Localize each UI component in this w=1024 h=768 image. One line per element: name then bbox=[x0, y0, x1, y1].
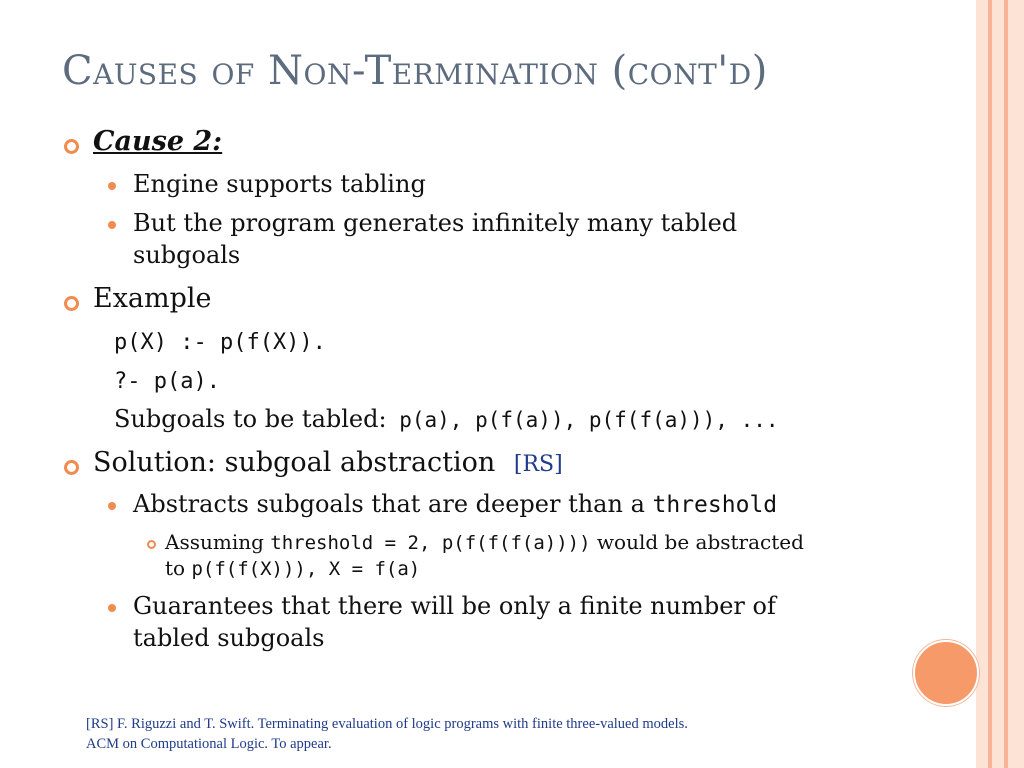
level2-bullet-icon bbox=[108, 502, 116, 510]
example-heading: Example bbox=[93, 283, 212, 314]
abstracts-keyword: threshold bbox=[652, 492, 778, 518]
subgoals-value: p(a), p(f(a)), p(f(f(a))), ... bbox=[386, 408, 779, 432]
level2-bullet-icon bbox=[108, 221, 116, 229]
level2-bullet-icon bbox=[108, 182, 116, 190]
assuming-word: Assuming bbox=[165, 530, 271, 554]
assuming-middle: would be abstracted bbox=[590, 530, 804, 554]
cause-heading: Cause 2: bbox=[93, 126, 223, 157]
decorative-circle bbox=[913, 640, 979, 706]
cause-bullet: Engine supports tabling bbox=[133, 170, 426, 198]
assuming-line-2 bbox=[165, 556, 420, 580]
cause-bullet: But the program generates infinitely many tabled bbox=[133, 209, 738, 237]
subgoals-label: Subgoals to be tabled: bbox=[114, 405, 387, 433]
decorative-stripes bbox=[976, 0, 1024, 768]
subgoals-line bbox=[114, 405, 779, 433]
footnote-line: ACM on Computational Logic. To appear. bbox=[86, 736, 332, 752]
assuming-line bbox=[165, 530, 804, 554]
guarantees-bullet: Guarantees that there will be only a finite number of bbox=[133, 592, 776, 620]
stripe-light bbox=[1008, 0, 1024, 768]
solution-reference: [RS] bbox=[513, 452, 563, 477]
level3-bullet-icon bbox=[147, 540, 156, 549]
guarantees-continuation: tabled subgoals bbox=[133, 624, 325, 652]
assuming-expression: threshold = 2, p(f(f(f(a)))) bbox=[270, 532, 591, 554]
cause-bullet-continuation: subgoals bbox=[133, 241, 241, 269]
stripe-light bbox=[976, 0, 988, 768]
abstracts-text: Abstracts subgoals that are deeper than a bbox=[133, 490, 653, 518]
level1-bullet-icon bbox=[64, 460, 79, 475]
slide-title: Causes of Non-Termination (cont'd) bbox=[62, 48, 768, 94]
assuming-prefix: to bbox=[165, 556, 192, 580]
solution-heading-text: Solution: subgoal abstraction bbox=[93, 447, 496, 478]
example-rule: p(X) :- p(f(X)). bbox=[114, 330, 326, 355]
level1-bullet-icon bbox=[64, 139, 79, 154]
level2-bullet-icon bbox=[108, 604, 116, 612]
solution-heading bbox=[93, 447, 563, 478]
stripe-light bbox=[992, 0, 1004, 768]
assuming-expression-2: p(f(f(X))), X = f(a) bbox=[191, 558, 421, 580]
abstracts-bullet bbox=[133, 490, 777, 518]
footnote bbox=[86, 714, 906, 754]
example-query: ?- p(a). bbox=[114, 369, 220, 394]
level1-bullet-icon bbox=[64, 296, 79, 311]
footnote-line: [RS] F. Riguzzi and T. Swift. Terminating evaluation of logic programs with finite three-valued models. bbox=[86, 716, 688, 732]
